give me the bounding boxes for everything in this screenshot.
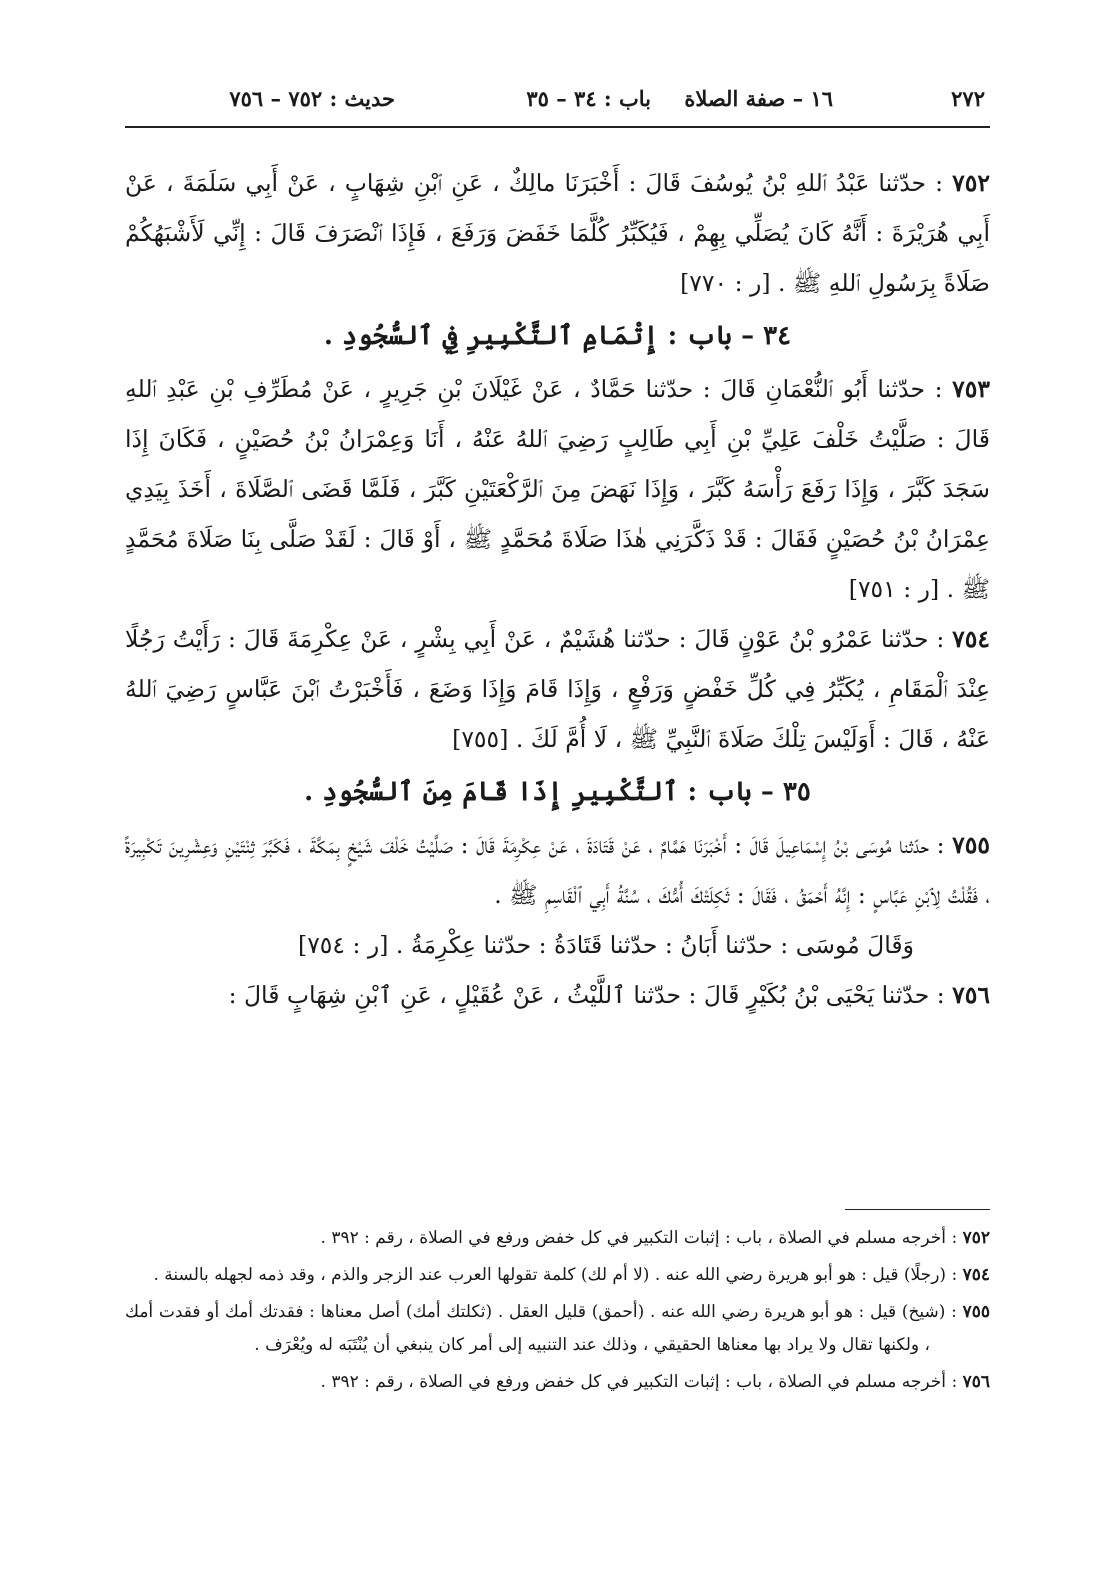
hadith-number: ٧٥٤ (952, 625, 990, 653)
footnote: ٧٥٤ : (رجلًا) قيل : هو أبو هريرة رضي الله عنه . (لا أم لك) كلمة تقولها العرب عند الزجر والذم ، وقد ذمه لجهله بالسنة . (153, 1265, 990, 1285)
footnote-number: ٧٥٢ (962, 1228, 990, 1248)
hadith-754: ٧٥٤ : حدّثنا عَمْرُو بْنُ عَوْنٍ قَالَ : حدّثنا هُشَيْمٌ ، عَنْ أَبِي بِشْرٍ ، عَنْ عِكْرِمَةَ قَالَ : رَأَيْتُ رَجُلًا عِنْدَ ٱلْمَقَامِ ، يُكَبِّرُ فِي كُلِّ خَفْضٍ وَرَفْعٍ ، وَإِذَا قَامَ وَإِذَا وَضَعَ ، فَأَخْبَرْتُ ٱبْنَ عَبَّاسٍ رَضِيَ ٱللهُ عَنْهُ ، قَالَ : أَوَلَيْسَ تِلْكَ صَلَاةَ ٱلنَّبِيِّ ﷺ ، لَا أُمَّ لَكَ . [٧٥٥] (125, 625, 990, 753)
book-title: ١٦ – صفة الصلاة (684, 86, 833, 111)
hadith-number: ٧٥٥ (952, 831, 990, 859)
footnote-text: (شيخ) قيل : هو أبو هريرة رضي الله عنه . (أحمق) قليل العقل . (ثكلتك أمك) أصل معناها : فقدتك أمك أو فقدت أمك ، ولكنها تقال ولا يراد بها معناها الحقيقي ، وذلك عند التنبيه إلى أمر كان ينبغي أن يُنْتَبَه له ويُعْرَف . (125, 1302, 946, 1355)
hadith-text: حدّثنا مُوسَى بْنُ إِسْمَاعِيلَ قَالَ : أَخْبَرَنَا هَمَّامٌ ، عَنْ قَتَادَةَ ، عَنْ عِكْرِمَةَ قَالَ : صَلَّيْتُ خَلْفَ شَيْخٍ بِمَكَّةَ ، فَكَبَّرَ ثِنْتَيْنِ وَعِشْرِينَ تَكْبِيرَةً ، فَقُلْتُ لِٱبْنِ عَبَّاسٍ : إِنَّهُ أَحْمَقُ ، فَقَالَ : ثَكِلَتْكَ أُمُّكَ ، سُنَّةُ أَبِي ٱلْقَاسِمِ ﷺ . (125, 831, 990, 909)
footnote-text: (رجلًا) قيل : هو أبو هريرة رضي الله عنه . (لا أم لك) كلمة تقولها العرب عند الزجر والذم ، وقد ذمه لجهله بالسنة . (153, 1265, 947, 1285)
footnote: ٧٥٢ : أخرجه مسلم في الصلاة ، باب : إثبات التكبير في كل خفض ورفع في الصلاة ، رقم : ٣٩٢ . (320, 1228, 990, 1248)
bab-range: باب : ٣٤ – ٣٥ (526, 86, 651, 111)
footnote: ٧٥٦ : أخرجه مسلم في الصلاة ، باب : إثبات التكبير في كل خفض ورفع في الصلاة ، رقم : ٣٩٢ . (320, 1372, 990, 1392)
footnote-number: ٧٥٤ (962, 1265, 990, 1285)
running-header (130, 86, 985, 120)
footnote-number: ٧٥٥ (962, 1302, 990, 1322)
hadith-752: ٧٥٢ : حدّثنا عَبْدُ ٱللهِ بْنُ يُوسُفَ قَالَ : أَخْبَرَنَا مالِكٌ ، عَنِ ٱبْنِ شِهَابٍ ، عَنْ أَبِي سَلَمَةَ ، عَنْ أَبِي هُرَيْرَةَ : أَنَّهُ كَانَ يُصَلِّي بِهِمْ ، فَيُكَبِّرُ كُلَّمَا خَفَضَ وَرَفَعَ ، فَإِذَا ٱنْصَرَفَ قَالَ : إِنِّي لَأَشْبَهُكُمْ صَلَاةً بِرَسُولِ ٱللهِ ﷺ . [ر : ٧٧٠] (125, 169, 990, 297)
chapter-heading-34: ٣٤ – باب : إِتْمَامِ ٱلتَّكْبِيرِ فِي ٱلسُّجُودِ . (323, 321, 792, 351)
chapter-heading-35: ٣٥ – باب : ٱلتَّكْبِيرِ إِذَا قَامَ مِنَ ٱلسُّجُودِ . (304, 777, 811, 807)
hadith-number: ٧٥٣ (952, 375, 991, 403)
hadith-text: حدّثنا عَمْرُو بْنُ عَوْنٍ قَالَ : حدّثنا هُشَيْمٌ ، عَنْ أَبِي بِشْرٍ ، عَنْ عِكْرِمَةَ قَالَ : رَأَيْتُ رَجُلًا عِنْدَ ٱلْمَقَامِ ، يُكَبِّرُ فِي كُلِّ خَفْضٍ وَرَفْعٍ ، وَإِذَا قَامَ وَإِذَا وَضَعَ ، فَأَخْبَرْتُ ٱبْنَ عَبَّاسٍ رَضِيَ ٱللهُ عَنْهُ ، قَالَ : أَوَلَيْسَ تِلْكَ صَلَاةَ ٱلنَّبِيِّ ﷺ ، لَا أُمَّ لَكَ . [٧٥٥] (125, 625, 990, 753)
chain-note: وَقَالَ مُوسَى : حدّثنا أَبَانُ : حدّثنا قَتَادَةُ : حدّثنا عِكْرِمَةُ . [ر : ٧٥٤] (298, 931, 914, 959)
footnotes (125, 1222, 990, 1403)
main-text (125, 158, 990, 1020)
hadith-number: ٧٥٢ (952, 169, 990, 197)
hadith-753: ٧٥٣ : حدّثنا أَبُو ٱلنُّعْمَانِ قَالَ : حدّثنا حَمَّادٌ ، عَنْ غَيْلَانَ بْنِ جَرِيرٍ ، عَنْ مُطَرِّفِ بْنِ عَبْدِ ٱللهِ قَالَ : صَلَّيْتُ خَلْفَ عَلِيِّ بْنِ أَبِي طَالِبٍ رَضِيَ ٱللهُ عَنْهُ ، أَنَا وَعِمْرَانُ بْنُ حُصَيْنٍ ، فَكَانَ إِذَا سَجَدَ كَبَّرَ ، وَإِذَا رَفَعَ رَأْسَهُ كَبَّرَ ، وَإِذَا نَهَضَ مِنَ ٱلرَّكْعَتَيْنِ كَبَّرَ ، فَلَمَّا قَضَى ٱلصَّلَاةَ ، أَخَذَ بِيَدِي عِمْرَانُ بْنُ حُصَيْنٍ فَقَالَ : قَدْ ذَكَّرَنِي هٰذَا صَلَاةَ مُحَمَّدٍ ﷺ ، أَوْ قَالَ : لَقَدْ صَلَّى بِنَا صَلَاةَ مُحَمَّدٍ ﷺ . [ر : ٧٥١] (125, 375, 991, 603)
hadith-number: ٧٥٦ (952, 981, 990, 1009)
footnote-divider (845, 1209, 990, 1210)
hadith-text: حدّثنا يَحْيَى بْنُ بُكَيْرٍ قَالَ : حدّثنا ٱللَّيْثُ ، عَنْ عُقَيْلٍ ، عَنِ ٱبْنِ شِهَابٍ قَالَ : (228, 981, 930, 1009)
hadith-755: ٧٥٥ : حدّثنا مُوسَى بْنُ إِسْمَاعِيلَ قَالَ : أَخْبَرَنَا هَمَّامٌ ، عَنْ قَتَادَةَ ، عَنْ عِكْرِمَةَ قَالَ : صَلَّيْتُ خَلْفَ شَيْخٍ بِمَكَّةَ ، فَكَبَّرَ ثِنْتَيْنِ وَعِشْرِينَ تَكْبِيرَةً ، فَقُلْتُ لِٱبْنِ عَبَّاسٍ : إِنَّهُ أَحْمَقُ ، فَقَالَ : ثَكِلَتْكَ أُمُّكَ ، سُنَّةُ أَبِي ٱلْقَاسِمِ ﷺ . (125, 831, 990, 909)
footnote-text: أخرجه مسلم في الصلاة ، باب : إثبات التكبير في كل خفض ورفع في الصلاة ، رقم : ٣٩٢ . (320, 1372, 947, 1392)
footnote-number: ٧٥٦ (962, 1372, 990, 1392)
hadith-range: حديث : ٧٥٢ – ٧٥٦ (229, 86, 395, 111)
hadith-756: ٧٥٦ : حدّثنا يَحْيَى بْنُ بُكَيْرٍ قَالَ : حدّثنا ٱللَّيْثُ ، عَنْ عُقَيْلٍ ، عَنِ ٱبْنِ شِهَابٍ قَالَ : (228, 981, 990, 1009)
page-number: ٢٧٢ (951, 86, 985, 111)
hadith-text: حدّثنا عَبْدُ ٱللهِ بْنُ يُوسُفَ قَالَ : أَخْبَرَنَا مالِكٌ ، عَنِ ٱبْنِ شِهَابٍ ، عَنْ أَبِي سَلَمَةَ ، عَنْ أَبِي هُرَيْرَةَ : أَنَّهُ كَانَ يُصَلِّي بِهِمْ ، فَيُكَبِّرُ كُلَّمَا خَفَضَ وَرَفَعَ ، فَإِذَا ٱنْصَرَفَ قَالَ : إِنِّي لَأَشْبَهُكُمْ صَلَاةً بِرَسُولِ ٱللهِ ﷺ . [ر : ٧٧٠] (125, 169, 990, 297)
footnote: ٧٥٥ : (شيخ) قيل : هو أبو هريرة رضي الله عنه . (أحمق) قليل العقل . (ثكلتك أمك) أصل معناها : فقدتك أمك أو فقدت أمك ، ولكنها تقال ولا يراد بها معناها الحقيقي ، وذلك عند التنبيه إلى أمر كان ينبغي أن يُنْتَبَه له ويُعْرَف . (125, 1302, 990, 1355)
header-divider (125, 126, 990, 128)
hadith-text: حدّثنا أَبُو ٱلنُّعْمَانِ قَالَ : حدّثنا حَمَّادٌ ، عَنْ غَيْلَانَ بْنِ جَرِيرٍ ، عَنْ مُطَرِّفِ بْنِ عَبْدِ ٱللهِ قَالَ : صَلَّيْتُ خَلْفَ عَلِيِّ بْنِ أَبِي طَالِبٍ رَضِيَ ٱللهُ عَنْهُ ، أَنَا وَعِمْرَانُ بْنُ حُصَيْنٍ ، فَكَانَ إِذَا سَجَدَ كَبَّرَ ، وَإِذَا رَفَعَ رَأْسَهُ كَبَّرَ ، وَإِذَا نَهَضَ مِنَ ٱلرَّكْعَتَيْنِ كَبَّرَ ، فَلَمَّا قَضَى ٱلصَّلَاةَ ، أَخَذَ بِيَدِي عِمْرَانُ بْنُ حُصَيْنٍ فَقَالَ : قَدْ ذَكَّرَنِي هٰذَا صَلَاةَ مُحَمَّدٍ ﷺ ، أَوْ قَالَ : لَقَدْ صَلَّى بِنَا صَلَاةَ مُحَمَّدٍ ﷺ . [ر : ٧٥١] (125, 375, 990, 603)
footnote-text: أخرجه مسلم في الصلاة ، باب : إثبات التكبير في كل خفض ورفع في الصلاة ، رقم : ٣٩٢ . (320, 1228, 947, 1248)
